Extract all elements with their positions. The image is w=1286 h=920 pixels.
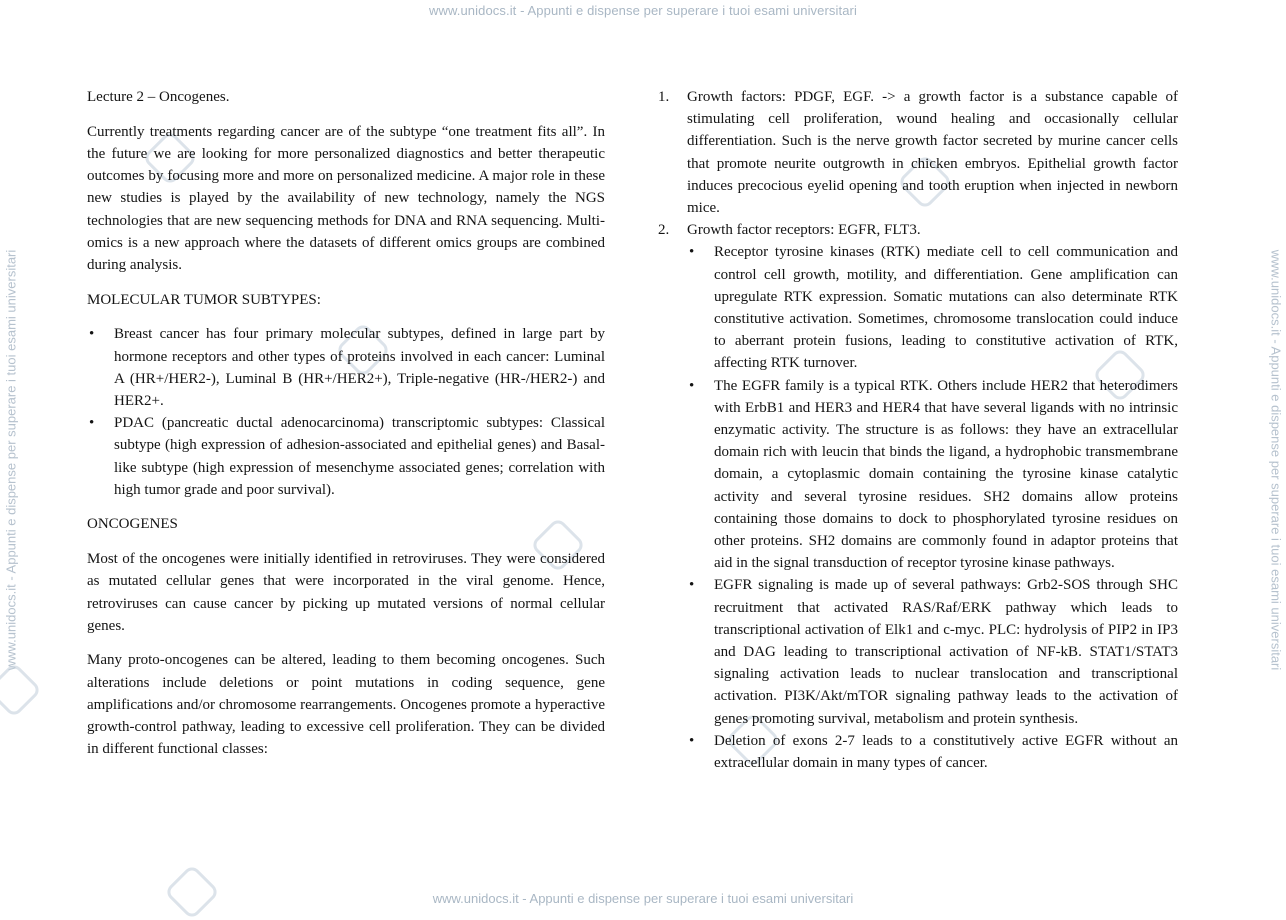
- left-column: [87, 86, 605, 773]
- functional-classes-list: [658, 86, 1178, 774]
- subtypes-heading: MOLECULAR TUMOR SUBTYPES:: [87, 291, 321, 308]
- watermark-logo-icon: [0, 662, 42, 719]
- list-item: • Deletion of exons 2-7 leads to a constitutively active EGFR without an extracellular domain in many types of cancer.: [687, 730, 1178, 774]
- watermark-logo-icon: [164, 864, 221, 920]
- item-number: 1.: [658, 89, 670, 105]
- lecture-title: Lecture 2 – Oncogenes.: [87, 89, 230, 105]
- list-item: • The EGFR family is a typical RTK. Others include HER2 that heterodimers with ErbB1 and HER3 and HER4 that have several ligands with no intrinsic enzymatic activity. The structure is as follows: they have an extracellular domain rich with leucin that binds the ligand, a hydrophobic transmembrane domain, a cytoplasmic domain containing the tyrosine kinase catalytic activity and several tyrosine residues. SH2 domains allow proteins containing those domains to dock to phosphorylated tyrosine residues on other proteins. SH2 domains are commonly found in adaptor proteins that aid in the signal transduction of receptor tyrosine kinase pathways.: [687, 375, 1178, 575]
- list-item: • Breast cancer has four primary molecular subtypes, defined in large part by hormone receptors and other types of proteins involved in each cancer: Luminal A (HR+/HER2-), Luminal B (HR+/HER2+), Triple-negative (HR-/HER2-) and HER2+.: [87, 323, 605, 412]
- oncogenes-paragraph-1: Most of the oncogenes were initially identified in retroviruses. They were considered as mutated cellular genes that were incorporated in the viral genome. Hence, retroviruses can cause cancer by picking up mutated versions of normal cellular genes.: [87, 551, 605, 634]
- oncogenes-paragraph-2: Many proto-oncogenes can be altered, leading to them becoming oncogenes. Such alterations include deletions or point mutations in coding sequence, gene amplifications and/or chromosome rearrangements. Oncogenes promote a hyperactive growth-control pathway, leading to excessive cell proliferation. They can be divided in different functional classes:: [87, 652, 605, 758]
- oncogenes-heading: ONCOGENES: [87, 516, 178, 533]
- receptor-bullets: [687, 241, 1178, 774]
- watermark-right-text: www.unidocs.it - Appunti e dispense per superare i tuoi esami universitari: [1268, 249, 1284, 671]
- subtypes-list: [87, 323, 605, 501]
- list-item: [658, 219, 1178, 774]
- list-item: • Receptor tyrosine kinases (RTK) mediate cell to cell communication and control cell growth, motility, and differentiation. Gene amplification can upregulate RTK expression. Somatic mutations can also determinate RTK constitutive activation. Sometimes, chromosome translocation could induce to aberrant protein fusions, leading to constitutive activation of RTK, affecting RTK turnover.: [687, 241, 1178, 374]
- item-text: Growth factor receptors: EGFR, FLT3.: [687, 222, 921, 239]
- intro-paragraph: Currently treatments regarding cancer are of the subtype “one treatment fits all”. In the future we are looking for more personalized diagnostics and better therapeutic outcomes by focusing more and more on personalized medicine. A major role in these new studies is played by the availability of new technology, namely the NGS technologies that are new sequencing methods for DNA and RNA sequencing. Multi-omics is a new approach where the datasets of different omics groups are combined during analysis.: [87, 123, 605, 273]
- watermark-left-text: www.unidocs.it - Appunti e dispense per superare i tuoi esami universitari: [3, 249, 19, 671]
- list-item: [658, 86, 1178, 219]
- watermark-bottom: www.unidocs.it - Appunti e dispense per superare i tuoi esami universitari: [432, 891, 854, 906]
- right-column: [658, 86, 1178, 774]
- list-item: • PDAC (pancreatic ductal adenocarcinoma) transcriptomic subtypes: Classical subtype (high expression of adhesion-associated and epithelial genes) and Basal-like subtype (high expression of mesenchyme associated genes; correlation with high tumor grade and poor survival).: [87, 412, 605, 501]
- item-number: 2.: [658, 222, 670, 239]
- list-item: • EGFR signaling is made up of several pathways: Grb2-SOS through SHC recruitment that activated RAS/Raf/ERK pathway which leads to transcriptional activation of Elk1 and c-myc. PLC: hydrolysis of PIP2 in IP3 and DAG leading to transcriptional activation of NF-kB. STAT1/STAT3 signaling activation leads to nuclear translocation and transcriptional activation. PI3K/Akt/mTOR signaling pathway leads to the activation of genes promoting survival, metabolism and protein synthesis.: [687, 574, 1178, 729]
- watermark-top: www.unidocs.it - Appunti e dispense per superare i tuoi esami universitari: [429, 3, 857, 18]
- item-text: Growth factors: PDGF, EGF. -> a growth factor is a substance capable of stimulating cell proliferation, wound healing and occasionally cellular differentiation. Such is the nerve growth factor secreted by murine cancer cells that promote neurite outgrowth in chicken embryos. Epithelial growth factor induces precocious eyelid opening and tooth eruption when injected in newborn mice.: [687, 89, 1178, 217]
